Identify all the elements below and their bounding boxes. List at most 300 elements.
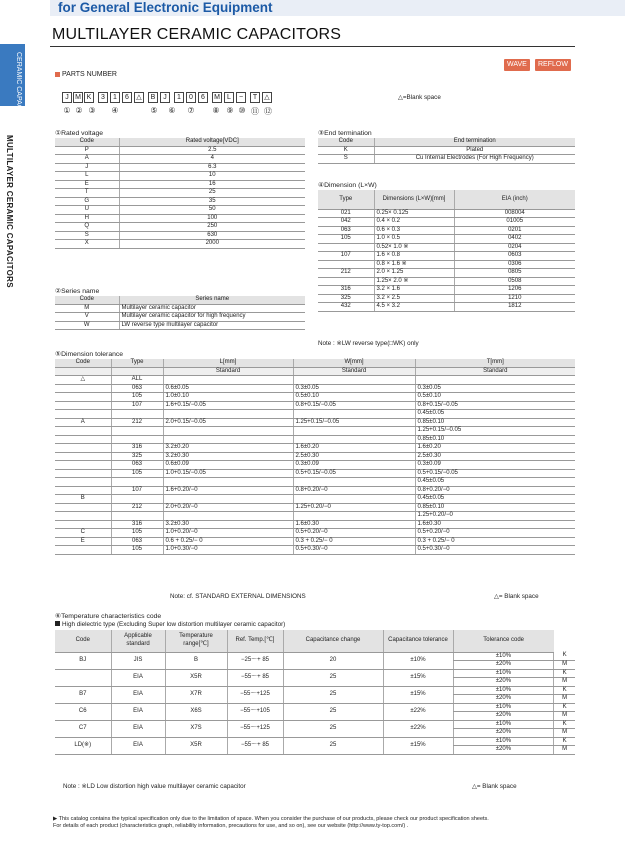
table-cell: B7: [55, 686, 111, 703]
table-cell: [163, 376, 293, 385]
table-cell: 0204: [454, 243, 575, 252]
table-row: [55, 180, 305, 189]
table-row: [55, 214, 305, 223]
table-cell: 0.45±0.05: [415, 495, 575, 504]
table-cell: 0.8+0.15/−0.05: [293, 401, 415, 410]
table-cell: −55〜+ 85: [227, 737, 283, 754]
table-cell: 25: [283, 686, 383, 703]
table-cell: [55, 461, 111, 470]
table-cell: [111, 410, 163, 419]
table-cell: 6.3: [119, 163, 305, 172]
table-cell: −55〜+105: [227, 703, 283, 720]
part-index-number: ⑥: [168, 106, 176, 115]
table-cell: 105: [111, 529, 163, 538]
dim-tol-table: [55, 359, 575, 555]
table-cell: ±20%: [453, 746, 554, 755]
table-cell: M: [554, 695, 575, 704]
table-cell: EIA: [111, 720, 165, 737]
table-cell: 1.6+0.15/−0.05: [163, 401, 293, 410]
table-cell: Plated: [374, 146, 575, 155]
table-cell: ±10%: [453, 720, 554, 729]
table-row: [318, 286, 575, 295]
end-termination-title: ③End termination: [318, 130, 372, 137]
col-header: T[mm]: [415, 359, 575, 367]
table-cell: 316: [111, 520, 163, 529]
part-code-box: T: [250, 92, 260, 103]
table-cell: K: [554, 703, 575, 712]
table-cell: 25: [283, 720, 383, 737]
table-row: [55, 231, 305, 240]
part-index-number: ⑨: [226, 106, 234, 115]
dim-tol-blank-note: △= Blank space: [494, 593, 539, 600]
table-cell: 105: [111, 469, 163, 478]
table-cell: 0.5±0.10: [415, 393, 575, 402]
table-row: [55, 546, 575, 555]
rated-voltage-title: ①Rated voltage: [55, 130, 104, 137]
table-cell: 4.5 × 3.2: [374, 303, 454, 312]
table-cell: 063: [111, 537, 163, 546]
table-row: [318, 146, 575, 155]
table-cell: 063: [318, 226, 374, 235]
table-cell: 008004: [454, 209, 575, 218]
temp-char-title: ⑥Temperature characteristics code: [55, 613, 162, 620]
table-row: [55, 435, 575, 444]
table-cell: ±22%: [383, 720, 453, 737]
table-cell: 50: [119, 206, 305, 215]
table-cell: 25: [283, 703, 383, 720]
table-row: [318, 209, 575, 218]
table-cell: 2.5±0.30: [415, 452, 575, 461]
table-cell: X5R: [165, 737, 227, 754]
col-header: Code: [55, 296, 119, 304]
table-cell: [55, 669, 111, 686]
table-cell: ±10%: [453, 669, 554, 678]
table-row: [55, 240, 305, 249]
table-cell: ±10%: [453, 737, 554, 746]
table-row: [55, 669, 575, 678]
table-cell: 0.6 × 0.3: [374, 226, 454, 235]
table-cell: 0.5+0.30/−0: [293, 546, 415, 555]
table-row: [318, 155, 575, 164]
table-row: [55, 495, 575, 504]
table-cell: H: [55, 214, 119, 223]
table-cell: [318, 277, 374, 286]
table-cell: 3.2±0.20: [163, 444, 293, 453]
part-index-number: ⑩: [238, 106, 246, 115]
table-cell: 01005: [454, 218, 575, 227]
part-code-box: 3: [98, 92, 108, 103]
table-cell: [111, 495, 163, 504]
table-cell: 100: [119, 214, 305, 223]
rated-voltage-table: [55, 138, 305, 249]
table-cell: [318, 243, 374, 252]
table-cell: 107: [318, 252, 374, 261]
table-cell: 1.6±0.20: [415, 444, 575, 453]
part-code-box: 0: [186, 92, 196, 103]
table-cell: [111, 427, 163, 436]
table-cell: 0.3±0.05: [293, 384, 415, 393]
table-cell: [55, 401, 111, 410]
table-cell: 1.25+0.15/−0.05: [293, 418, 415, 427]
table-row: [55, 418, 575, 427]
table-cell: 1.0 × 0.5: [374, 235, 454, 244]
table-cell: T: [55, 189, 119, 198]
table-cell: [163, 410, 293, 419]
col-header: Code: [318, 138, 374, 146]
table-cell: J: [55, 163, 119, 172]
table-cell: K: [554, 737, 575, 746]
part-index-number: ⑤: [150, 106, 158, 115]
part-code-box: 6: [122, 92, 132, 103]
table-cell: 0805: [454, 269, 575, 278]
temp-char-note: Note : ※LD Low distortion high value multilayer ceramic capacitor: [63, 783, 246, 790]
table-cell: S: [318, 155, 374, 164]
table-cell: X7R: [165, 686, 227, 703]
table-cell: X5R: [165, 669, 227, 686]
table-cell: ±10%: [383, 652, 453, 669]
table-row: [318, 235, 575, 244]
table-cell: 3.2 × 1.6: [374, 286, 454, 295]
table-cell: 0.3±0.05: [415, 384, 575, 393]
table-cell: 1.0+0.30/−0: [163, 546, 293, 555]
table-row: [55, 512, 575, 521]
table-cell: ±15%: [383, 669, 453, 686]
table-cell: ±22%: [383, 703, 453, 720]
table-cell: [55, 444, 111, 453]
table-cell: 0.25× 0.125: [374, 209, 454, 218]
table-cell: B: [55, 495, 111, 504]
table-row: [318, 277, 575, 286]
col-header: EIA (inch): [454, 190, 575, 209]
table-cell: C: [55, 529, 111, 538]
table-cell: B: [165, 652, 227, 669]
table-cell: 325: [111, 452, 163, 461]
table-cell: 0.5+0.20/−0: [293, 529, 415, 538]
table-cell: 212: [111, 418, 163, 427]
table-cell: [163, 435, 293, 444]
col-header: Rated voltage[VDC]: [119, 138, 305, 146]
col-header: Type: [111, 359, 163, 367]
part-index-number: ⑧: [212, 106, 220, 115]
table-cell: 2.0+0.20/−0: [163, 503, 293, 512]
table-cell: [163, 427, 293, 436]
sub-header: Standard: [415, 367, 575, 376]
header-subtitle: for General Electronic Equipment: [58, 0, 273, 15]
page-title: MULTILAYER CERAMIC CAPACITORS: [52, 26, 342, 43]
table-cell: 4: [119, 155, 305, 164]
sub-header: Standard: [293, 367, 415, 376]
col-header: Code: [55, 138, 119, 146]
table-cell: ±10%: [453, 652, 554, 661]
table-cell: 1.25× 2.0 ※: [374, 277, 454, 286]
table-cell: 0.3 + 0.25/− 0: [415, 537, 575, 546]
table-cell: K: [554, 720, 575, 729]
table-cell: BJ: [55, 652, 111, 669]
table-cell: G: [55, 197, 119, 206]
table-cell: LD(※): [55, 737, 111, 754]
table-cell: 0.4 × 0.2: [374, 218, 454, 227]
table-row: [318, 226, 575, 235]
sub-header: Standard: [163, 367, 293, 376]
table-row: [55, 503, 575, 512]
table-cell: LW reverse type multilayer capacitor: [119, 321, 305, 330]
table-cell: EIA: [111, 737, 165, 754]
table-row: [55, 486, 575, 495]
table-row: [55, 321, 305, 330]
table-cell: [55, 478, 111, 487]
table-cell: [55, 503, 111, 512]
table-cell: ±10%: [453, 686, 554, 695]
series-name-table: [55, 296, 305, 330]
table-cell: M: [554, 678, 575, 687]
table-cell: −25〜+ 85: [227, 652, 283, 669]
table-cell: 250: [119, 223, 305, 232]
table-cell: 0508: [454, 277, 575, 286]
table-cell: Multilayer ceramic capacitor: [119, 304, 305, 313]
table-cell: [163, 495, 293, 504]
dim-tol-note: Note: cf. STANDARD EXTERNAL DIMENSIONS: [170, 593, 306, 600]
table-row: [318, 260, 575, 269]
table-row: [55, 376, 575, 385]
table-cell: L: [55, 172, 119, 181]
table-cell: 1.0+0.20/−0: [163, 529, 293, 538]
table-cell: −55〜+ 85: [227, 669, 283, 686]
table-cell: −55〜+125: [227, 720, 283, 737]
table-row: [55, 703, 575, 712]
table-cell: 0.85±0.10: [415, 418, 575, 427]
table-cell: ±15%: [383, 737, 453, 754]
table-row: [55, 155, 305, 164]
side-tab-label: CERAMIC CAPACITORS: [15, 52, 22, 132]
title-rule: [50, 46, 575, 47]
table-row: [55, 478, 575, 487]
table-cell: Cu Internal Electrodes (For High Frequency): [374, 155, 575, 164]
table-cell: 107: [111, 401, 163, 410]
table-cell: X: [55, 240, 119, 249]
table-cell: 1.25+0.20/−0: [293, 503, 415, 512]
table-row: [55, 452, 575, 461]
table-cell: 0.8+0.15/−0.05: [415, 401, 575, 410]
table-cell: M: [554, 746, 575, 755]
table-cell: 107: [111, 486, 163, 495]
wave-badge: WAVE: [504, 59, 530, 71]
table-cell: [111, 435, 163, 444]
table-row: [55, 444, 575, 453]
table-cell: 0.6±0.09: [163, 461, 293, 470]
table-cell: EIA: [111, 686, 165, 703]
table-cell: −55〜+125: [227, 686, 283, 703]
table-cell: 0.5+0.20/−0: [415, 529, 575, 538]
table-cell: [55, 427, 111, 436]
table-cell: ±20%: [453, 661, 554, 670]
table-cell: A: [55, 155, 119, 164]
part-index-number: ⑪: [251, 107, 259, 116]
table-cell: [111, 478, 163, 487]
table-cell: [55, 520, 111, 529]
table-cell: 20: [283, 652, 383, 669]
table-cell: A: [55, 418, 111, 427]
col-header: Ref. Temp.[℃]: [227, 630, 283, 652]
table-cell: [293, 376, 415, 385]
table-cell: 0.52× 1.0 ※: [374, 243, 454, 252]
table-cell: 1812: [454, 303, 575, 312]
table-cell: 25: [283, 737, 383, 754]
table-row: [55, 384, 575, 393]
col-header: Code: [55, 359, 111, 367]
dimension-title: ④Dimension (L×W): [318, 182, 377, 189]
table-row: [55, 146, 305, 155]
part-code-box: 6: [198, 92, 208, 103]
table-cell: 2.0 × 1.25: [374, 269, 454, 278]
table-cell: [293, 435, 415, 444]
table-cell: EIA: [111, 669, 165, 686]
part-code-box: J: [160, 92, 170, 103]
table-row: [55, 313, 305, 322]
table-cell: 3.2 × 2.5: [374, 294, 454, 303]
side-section-label: MULTILAYER CERAMIC CAPACITORS: [5, 135, 14, 288]
table-cell: 212: [111, 503, 163, 512]
table-cell: [293, 512, 415, 521]
table-cell: EIA: [111, 703, 165, 720]
reflow-badge: REFLOW: [535, 59, 571, 71]
footer-note: [0, 816, 625, 830]
part-code-box: B: [148, 92, 158, 103]
table-cell: 1210: [454, 294, 575, 303]
table-row: [55, 529, 575, 538]
table-cell: 063: [111, 384, 163, 393]
table-cell: ±20%: [453, 712, 554, 721]
part-index-number: ④: [111, 106, 119, 115]
table-cell: 3.2±0.30: [163, 452, 293, 461]
table-cell: ±10%: [453, 703, 554, 712]
table-cell: [415, 376, 575, 385]
table-cell: 1.25+0.20/−0: [415, 512, 575, 521]
table-cell: [318, 260, 374, 269]
table-cell: 042: [318, 218, 374, 227]
table-cell: ±20%: [453, 678, 554, 687]
temp-char-subtitle: High dielectric type (Excluding Super low distortion multilayer ceramic capacitor): [55, 621, 285, 629]
table-cell: P: [55, 146, 119, 155]
table-cell: 16: [119, 180, 305, 189]
table-cell: Q: [55, 223, 119, 232]
table-cell: 0.3±0.09: [415, 461, 575, 470]
table-row: [55, 206, 305, 215]
table-cell: 0.8+0.20/−0: [415, 486, 575, 495]
table-cell: [163, 478, 293, 487]
table-row: [55, 427, 575, 436]
table-cell: [55, 486, 111, 495]
table-cell: 0.85±0.10: [415, 435, 575, 444]
table-cell: 35: [119, 197, 305, 206]
col-header: W[mm]: [293, 359, 415, 367]
part-code-box: 1: [174, 92, 184, 103]
table-cell: C6: [55, 703, 111, 720]
col-header: Temperature range[℃]: [165, 630, 227, 652]
col-header: Code: [55, 630, 111, 652]
table-cell: M: [554, 712, 575, 721]
table-cell: 0402: [454, 235, 575, 244]
table-cell: 0.45±0.05: [415, 410, 575, 419]
table-cell: 316: [111, 444, 163, 453]
table-cell: 105: [111, 393, 163, 402]
blank-space-note: △=Blank space: [398, 94, 441, 101]
table-cell: 0306: [454, 260, 575, 269]
table-row: [55, 223, 305, 232]
table-cell: △: [55, 376, 111, 385]
table-cell: 1206: [454, 286, 575, 295]
table-cell: 063: [111, 461, 163, 470]
part-code-box: 1: [110, 92, 120, 103]
table-row: [55, 537, 575, 546]
table-cell: 325: [318, 294, 374, 303]
table-row: [318, 243, 575, 252]
table-cell: 1.0±0.10: [163, 393, 293, 402]
table-cell: 0.5±0.10: [293, 393, 415, 402]
table-cell: 0201: [454, 226, 575, 235]
table-cell: 105: [111, 546, 163, 555]
end-termination-table: [318, 138, 575, 164]
table-row: [55, 520, 575, 529]
table-cell: 212: [318, 269, 374, 278]
table-cell: Multilayer ceramic capacitor for high frequency: [119, 313, 305, 322]
part-index-number: ②: [75, 106, 83, 115]
table-cell: 3.2±0.30: [163, 520, 293, 529]
part-code-box: △: [262, 92, 272, 103]
part-index-number: ⑦: [187, 106, 195, 115]
table-cell: C7: [55, 720, 111, 737]
table-row: [55, 393, 575, 402]
part-code-box: K: [84, 92, 94, 103]
table-cell: ±20%: [453, 729, 554, 738]
dim-tol-title: ⑤Dimension tolerance: [55, 351, 124, 358]
table-cell: 1.6±0.20: [293, 444, 415, 453]
table-cell: 105: [318, 235, 374, 244]
table-cell: [55, 469, 111, 478]
table-cell: 0.6 + 0.25/− 0: [163, 537, 293, 546]
dimension-table: [318, 190, 575, 312]
table-cell: ALL: [111, 376, 163, 385]
footer-line-1: ▶ This catalog contains the typical specification only due to the limitation of space. When you consider the purchase of our products, please check our product specification sheets.: [53, 816, 489, 822]
table-cell: [293, 427, 415, 436]
table-row: [55, 410, 575, 419]
table-row: [318, 218, 575, 227]
table-cell: 0603: [454, 252, 575, 261]
part-code-box: J: [62, 92, 72, 103]
table-cell: X7S: [165, 720, 227, 737]
table-cell: [163, 512, 293, 521]
table-cell: 1.6 × 0.8: [374, 252, 454, 261]
table-row: [55, 163, 305, 172]
table-cell: M: [554, 661, 575, 670]
table-cell: ±20%: [453, 695, 554, 704]
col-header: Tolerance code: [453, 630, 554, 652]
table-cell: 1.0+0.15/−0.05: [163, 469, 293, 478]
col-header: End termination: [374, 138, 575, 146]
table-row: [318, 294, 575, 303]
col-header: Dimensions (L×W)[mm]: [374, 190, 454, 209]
table-row: [55, 461, 575, 470]
parts-number-label: PARTS NUMBER: [55, 71, 117, 78]
table-cell: 1.25+0.15/−0.05: [415, 427, 575, 436]
col-header: Capacitance change: [283, 630, 383, 652]
temp-char-blank-note: △= Blank space: [472, 783, 517, 790]
table-cell: 1.6+0.20/−0: [163, 486, 293, 495]
part-index-number: ③: [88, 106, 96, 115]
table-cell: 25: [119, 189, 305, 198]
part-code-box: M: [73, 92, 83, 103]
part-code-box: −: [236, 92, 246, 103]
part-code-box: M: [212, 92, 222, 103]
